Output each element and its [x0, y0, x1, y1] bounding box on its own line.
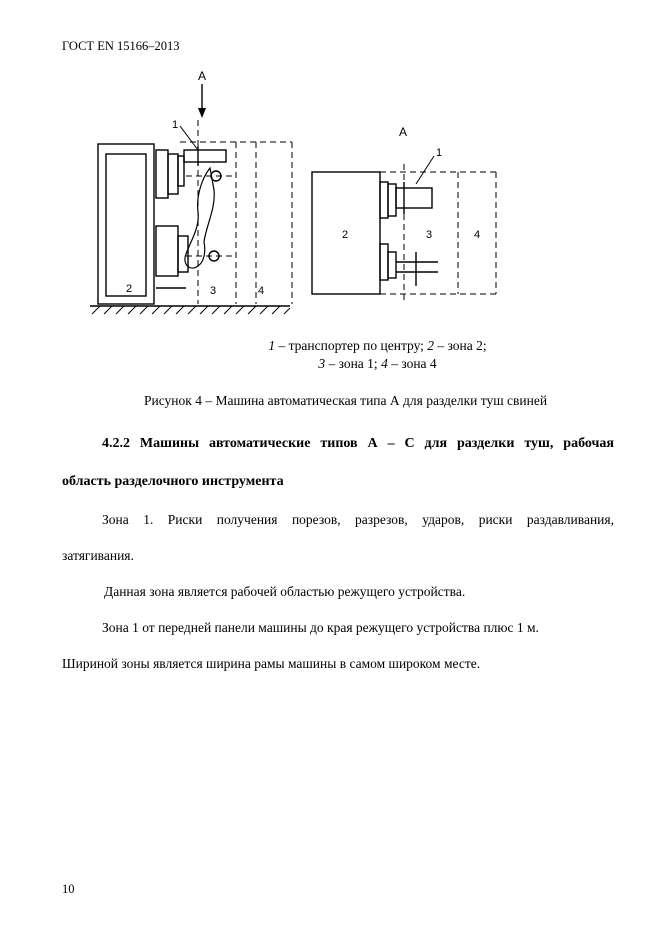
zone-4-label-right: 4 — [474, 229, 481, 241]
callout-1-left: 1 — [172, 119, 179, 131]
zone-3-label-left: 3 — [210, 285, 217, 297]
paragraph-zone1-line-1: Зона 1. Риски получения порезов, разрезов, ударов, риски раздавливания, — [102, 512, 614, 527]
view-letter-a-right: A — [399, 125, 408, 139]
section-heading-line-2: область разделочного инструмента — [62, 474, 284, 489]
view-letter-a: A — [198, 69, 207, 83]
section-heading-line-1: 4.2.2 Машины автоматические типов А – С для разделки туш, рабочая — [102, 436, 614, 451]
standard-header: ГОСТ EN 15166–2013 — [62, 39, 180, 53]
paragraph-zone-extent: Зона 1 от передней панели машины до края режущего устройства плюс 1 м. — [102, 620, 539, 635]
figure-legend-line-1: 1 – транспортер по центру; 2 – зона 2; — [268, 338, 487, 353]
figure-caption: Рисунок 4 – Машина автоматическая типа А для разделки туш свиней — [144, 393, 548, 408]
zone-4-label-left: 4 — [258, 285, 265, 297]
zone-2-label-left: 2 — [126, 283, 133, 295]
paragraph-zone1-line-2: затягивания. — [62, 548, 134, 563]
paragraph-zone-width: Шириной зоны является ширина рамы машины в самом широком месте. — [62, 656, 481, 671]
page-number: 10 — [62, 882, 75, 896]
machine-frame-inner — [106, 154, 146, 296]
blade-block — [156, 150, 168, 198]
zone-3-label-right: 3 — [426, 229, 433, 241]
zone-2-label-right: 2 — [342, 229, 349, 241]
figure-4-drawing — [86, 66, 606, 331]
ground-hatching — [92, 306, 290, 314]
callout-1-right: 1 — [436, 147, 443, 159]
conveyor-bar — [184, 150, 226, 162]
paragraph-working-area: Данная зона является рабочей областью режущего устройства. — [104, 584, 466, 599]
figure-legend-line-2: 3 – зона 1; 4 – зона 4 — [318, 356, 437, 371]
